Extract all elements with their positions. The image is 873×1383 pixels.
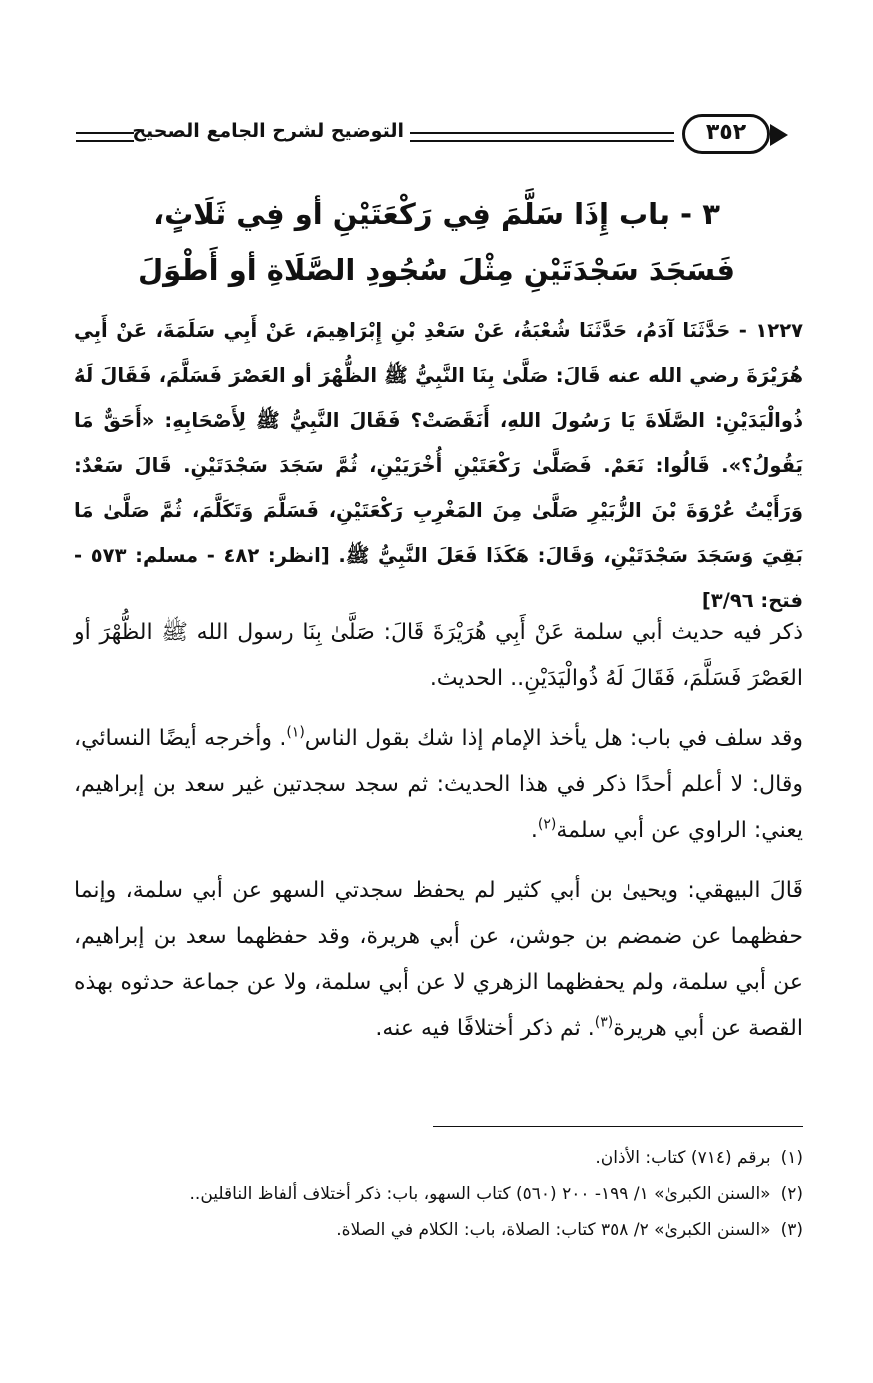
header-rule-left <box>76 132 134 142</box>
commentary-paragraph-2 <box>74 716 803 854</box>
paragraph-3-text-a: قَالَ البيهقي: ويحيىٰ بن أبي كثير لم يحفظ سجدتي السهو عن أبي سلمة، وإنما حفظهما عن ضمضم بن جوشن، عن أبي هريرة، وقد حفظهما سعد بن إبراهيم، عن أبي سلمة، ولم يحفظهما الزهري لا عن أبي سلمة، ولا عن جماعة حدثوه بهذه القصة عن أبي هريرة <box>74 878 803 1041</box>
footnote-ref-2: (٢) <box>537 816 557 833</box>
footnote-separator <box>433 1126 803 1127</box>
page-number-frame <box>682 114 770 154</box>
footnote-ref-1: (١) <box>286 724 305 741</box>
footnote-text: برقم (٧١٤) كتاب: الأذان. <box>595 1148 771 1168</box>
paragraph-2-text-a: وقد سلف في باب: هل يأخذ الإمام إذا شك بقول الناس <box>304 726 803 751</box>
chapter-heading-line-2: فَسَجَدَ سَجْدَتَيْنِ مِثْلَ سُجُودِ الصَّلَاةِ أو أَطْوَلَ <box>138 253 735 287</box>
footnote-text: «السنن الكبرىٰ» ١/ ١٩٩- ٢٠٠ (٥٦٠) كتاب السهو، باب: ذكر أختلاف ألفاظ الناقلين.. <box>189 1184 771 1204</box>
footnote-text: «السنن الكبرىٰ» ٢/ ٣٥٨ كتاب: الصلاة، باب: الكلام في الصلاة. <box>336 1220 771 1240</box>
footnote-number: (٢) <box>780 1184 803 1204</box>
commentary-paragraph-1: ذكر فيه حديث أبي سلمة عَنْ أَبِي هُرَيْرَةَ قَالَ: صَلَّىٰ بِنَا رسول الله ﷺ الظُّهْرَ أو العَصْرَ فَسَلَّمَ، فَقَالَ لَهُ ذُوالْيَدَيْنِ.. الحديث. <box>74 620 803 691</box>
footnote-number: (٣) <box>780 1220 803 1240</box>
footnotes <box>74 1140 803 1248</box>
hadith-text: ١٢٢٧ - حَدَّثَنَا آدَمُ، حَدَّثَنَا شُعْبَةُ، عَنْ سَعْدِ بْنِ إِبْرَاهِيمَ، عَنْ أَبِي سَلَمَةَ، عَنْ أَبِي هُرَيْرَةَ رضي الله عنه قَالَ: صَلَّىٰ بِنَا النَّبِيُّ ﷺ الظُّهْرَ أو العَصْرَ فَسَلَّمَ، فَقَالَ لَهُ ذُوالْيَدَيْنِ: الصَّلَاةَ يَا رَسُولَ اللهِ، أَنَقَصَتْ؟ فَقَالَ النَّبِيُّ ﷺ لِأَصْحَابِهِ: «أَحَقٌّ مَا يَقُولُ؟». قَالُوا: نَعَمْ. فَصَلَّىٰ رَكْعَتَيْنِ أُخْرَيَيْنِ، ثُمَّ سَجَدَ سَجْدَتَيْنِ. قَالَ سَعْدٌ: وَرَأَيْتُ عُرْوَةَ بْنَ الزُّبَيْرِ صَلَّىٰ مِنَ المَغْرِبِ رَكْعَتَيْنِ، فَسَلَّمَ وَتَكَلَّمَ، ثُمَّ صَلَّىٰ مَا بَقِيَ وَسَجَدَ سَجْدَتَيْنِ، وَقَالَ: هَكَذَا فَعَلَ النَّبِيُّ ﷺ. [انظر: ٤٨٢ - مسلم: ٥٧٣ - فتح: ٣/٩٦] <box>74 319 803 612</box>
chapter-heading-line-1: ٣ - باب إِذَا سَلَّمَ فِي رَكْعَتَيْنِ أو فِي ثَلَاثٍ، <box>153 197 720 231</box>
paragraph-2-text-b: . وأخرجه أيضًا النسائي، وقال: لا أعلم أحدًا ذكر في هذا الحديث: ثم سجد سجدتين غير سعد بن إبراهيم، يعني: الراوي عن أبي سلمة <box>74 726 803 843</box>
paragraph-2-text-c: . <box>530 818 538 843</box>
chapter-heading <box>70 186 803 298</box>
page-header <box>70 112 790 158</box>
commentary-paragraph-3 <box>74 868 803 1052</box>
header-arrow-ornament <box>770 124 788 146</box>
footnote-3 <box>74 1212 803 1248</box>
footnote-number: (١) <box>780 1148 803 1168</box>
paragraph-3-text-b: . ثم ذكر أختلافًا فيه عنه. <box>375 1016 595 1041</box>
header-rule-middle <box>410 132 674 142</box>
page-number: ٣٥٢ <box>705 120 747 145</box>
footnote-2 <box>74 1176 803 1212</box>
footnote-1 <box>74 1140 803 1176</box>
running-title: التوضيح لشرح الجامع الصحيح <box>132 120 404 142</box>
footnote-ref-3: (٣) <box>594 1014 614 1031</box>
